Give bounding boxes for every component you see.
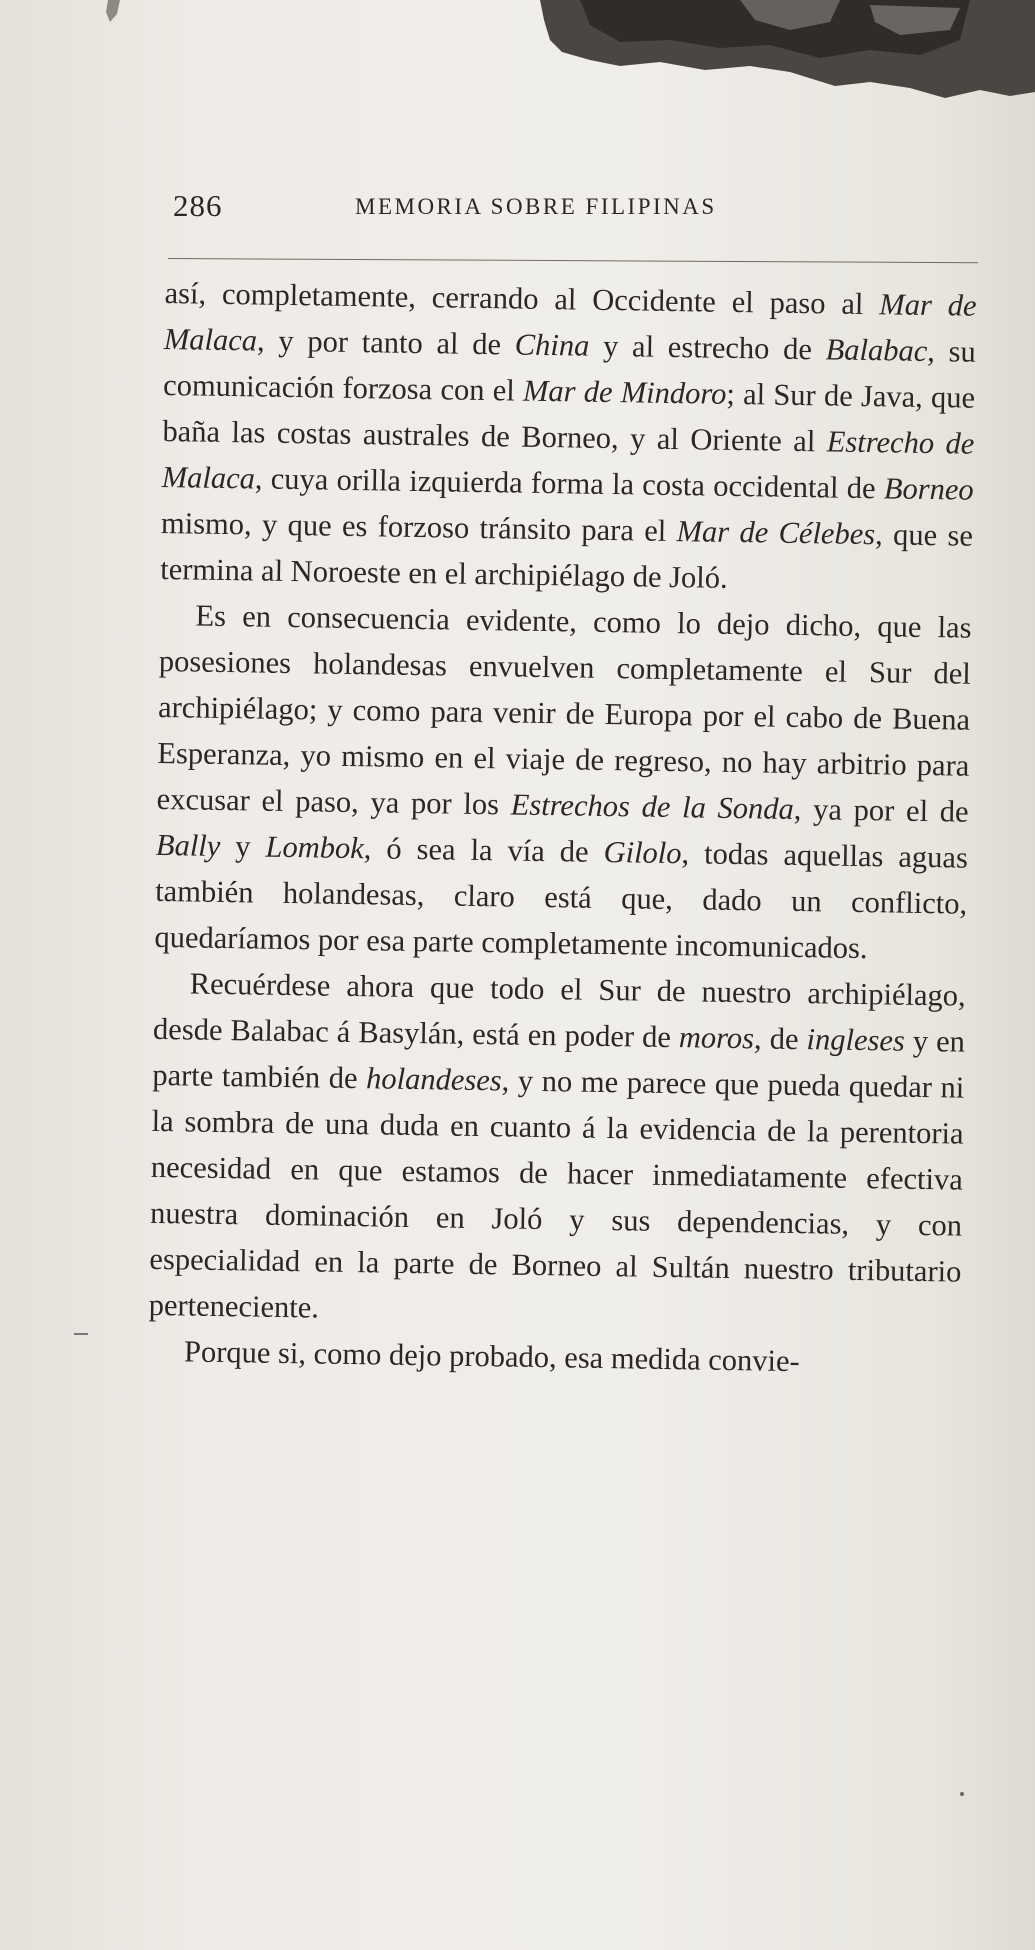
italic-term: Gilolo [603, 834, 682, 871]
italic-term: Mar de Mindoro [522, 373, 727, 411]
italic-term: Bally [155, 827, 221, 863]
header-rule [168, 258, 978, 263]
italic-term: Estrechos de la Sonda [510, 787, 795, 826]
italic-term: holandeses [365, 1061, 502, 1098]
italic-term: Borneo [883, 471, 974, 507]
scan-smudge-mark [100, 0, 150, 40]
paragraph-3: Recuérdese ahora que todo el Sur de nuestro archipiélago, desde Balabac á Basylán, está en poder de moros, de ingleses y en parte también de holandeses, y no me parece que pueda quedar ni la sombra de una duda en cuanto á la evidencia de la perentoria necesidad en que estamos de hacer inmediatamente efectiva nuestra dominación en Joló y sus dependencias, y con especialidad en la parte de Borneo al Sultán nuestro tributario perteneciente. [148, 966, 966, 1325]
paper-speck [960, 1792, 964, 1796]
italic-term: Estrecho de Malaca [161, 424, 975, 496]
page-number: 286 [173, 188, 223, 223]
italic-term: China [514, 327, 590, 363]
torn-page-corner [540, 0, 1035, 110]
italic-term: ingleses [806, 1022, 906, 1058]
italic-term: Mar de Malaca [163, 287, 977, 358]
italic-term: moros [678, 1020, 755, 1056]
italic-term: Lombok [265, 829, 365, 866]
italic-term: Balabac [825, 332, 928, 368]
italic-term: Mar de Célebes [676, 514, 876, 552]
running-head-title: MEMORIA SOBRE FILIPINAS [355, 194, 717, 219]
running-head [165, 188, 975, 232]
paragraph-1: así, completamente, cerrando al Occidente el paso al Mar de Malaca, y por tanto al de China y al estrecho de Balabac, su comunicación forzosa con el Mar de Mindoro; al Sur de Java, que baña las costas australes de Borneo, y al Oriente al Estrecho de Malaca, cuya orilla izquierda forma la costa occidental de Borneo mismo, y que es forzoso tránsito para el Mar de Célebes, que se termina al Noroeste en el archipiélago de Joló. [160, 275, 977, 595]
paragraph-4: Porque si, como dejo probado, esa medida convie- [183, 1334, 800, 1379]
body-text [148, 270, 977, 1387]
paragraph-2: Es en consecuencia evidente, como lo dejo dicho, que las posesiones holandesas envuelven completamente el Sur del archipiélago; y como para venir de Europa por el cabo de Buena Esperanza, yo mismo en el viaje de regreso, no hay arbitrio para excusar el paso, ya por los Estrechos de la Sonda, ya por el de Bally y Lombok, ó sea la vía de Gilolo, todas aquellas aguas también holandesas, claro está que, dado un conflicto, quedaríamos por esa parte completamente incomunicados. [154, 598, 972, 966]
margin-mark [74, 1333, 88, 1335]
